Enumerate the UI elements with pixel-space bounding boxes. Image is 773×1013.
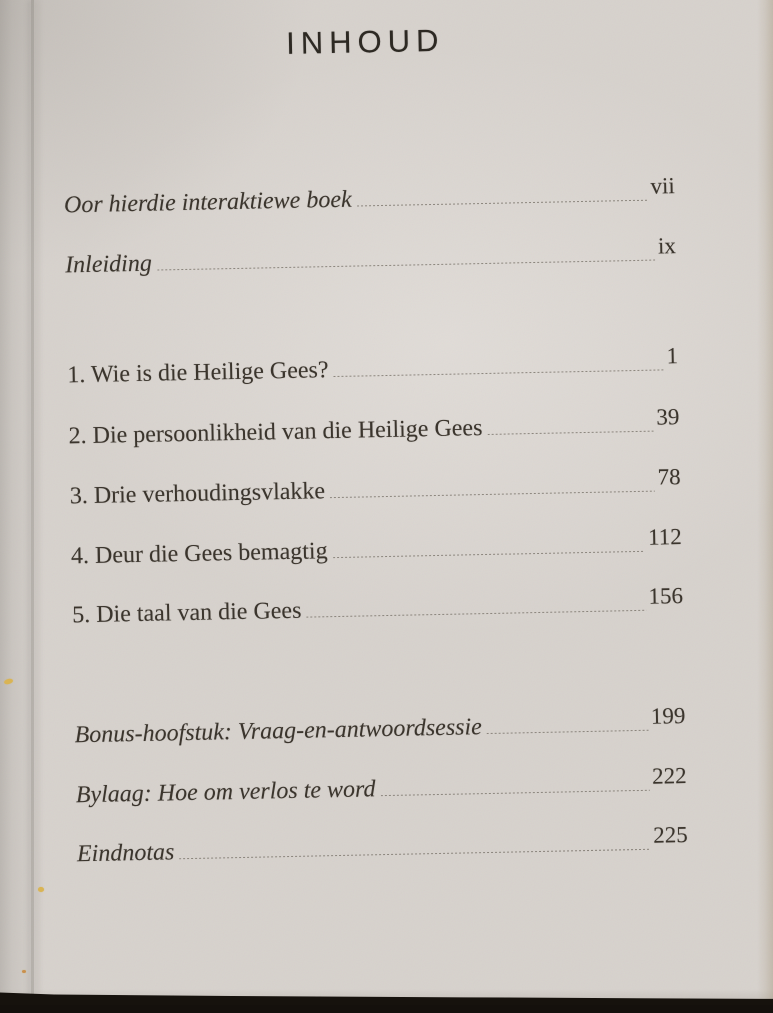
toc-entry-front-matter (64, 172, 676, 218)
paper-speck (22, 970, 26, 973)
entry-page-number: 112 (647, 524, 682, 550)
leader-dots (488, 430, 654, 435)
toc-entry-front-matter (65, 232, 677, 278)
toc-entry-back-matter (74, 702, 686, 748)
entry-page-number: 1 (666, 343, 679, 369)
leader-dots (334, 368, 664, 377)
entry-page-number: 78 (657, 464, 681, 490)
entry-page-number: 225 (652, 822, 688, 848)
leader-dots (157, 259, 655, 271)
entry-page-number: 222 (651, 763, 687, 789)
leader-dots (330, 490, 655, 499)
entry-label: Eindnotas (76, 838, 175, 867)
page-title: INHOUD (285, 22, 445, 61)
entry-label: 1. Wie is die Heilige Gees? (67, 356, 329, 388)
entry-label: 4. Deur die Gees bemagtig (70, 537, 328, 569)
leader-dots (333, 550, 646, 558)
leader-dots (381, 789, 650, 796)
toc-entry-chapter (71, 523, 683, 569)
toc-entry-back-matter (77, 821, 689, 867)
leader-dots (357, 199, 648, 207)
entry-label: Oor hierdie interaktiewe boek (63, 186, 352, 219)
paper-speck (38, 887, 44, 892)
entry-label: 3. Drie verhoudingsvlakke (69, 477, 326, 509)
entry-label: Inleiding (64, 250, 153, 279)
toc-entry-back-matter (75, 762, 687, 808)
leader-dots (307, 609, 646, 618)
entry-label: Bonus-hoofstuk: Vraag-en-antwoordsessie (74, 713, 483, 748)
toc-entry-chapter (67, 342, 679, 388)
toc-entry-chapter (69, 463, 681, 509)
entry-page-number: 156 (648, 583, 684, 609)
entry-page-number: 199 (650, 703, 686, 729)
entry-label: 5. Die taal van die Gees (71, 597, 302, 628)
entry-page-number: 39 (656, 404, 680, 430)
entry-label: Bylaag: Hoe om verlos te word (75, 775, 376, 808)
toc-entry-chapter (68, 403, 680, 449)
entry-label: 2. Die persoonlikheid van die Heilige Gees (68, 414, 483, 449)
entry-page-number: ix (657, 233, 677, 259)
leader-dots (487, 729, 648, 734)
toc-entry-chapter (72, 582, 684, 628)
entry-page-number: vii (650, 173, 675, 199)
leader-dots (179, 848, 650, 859)
